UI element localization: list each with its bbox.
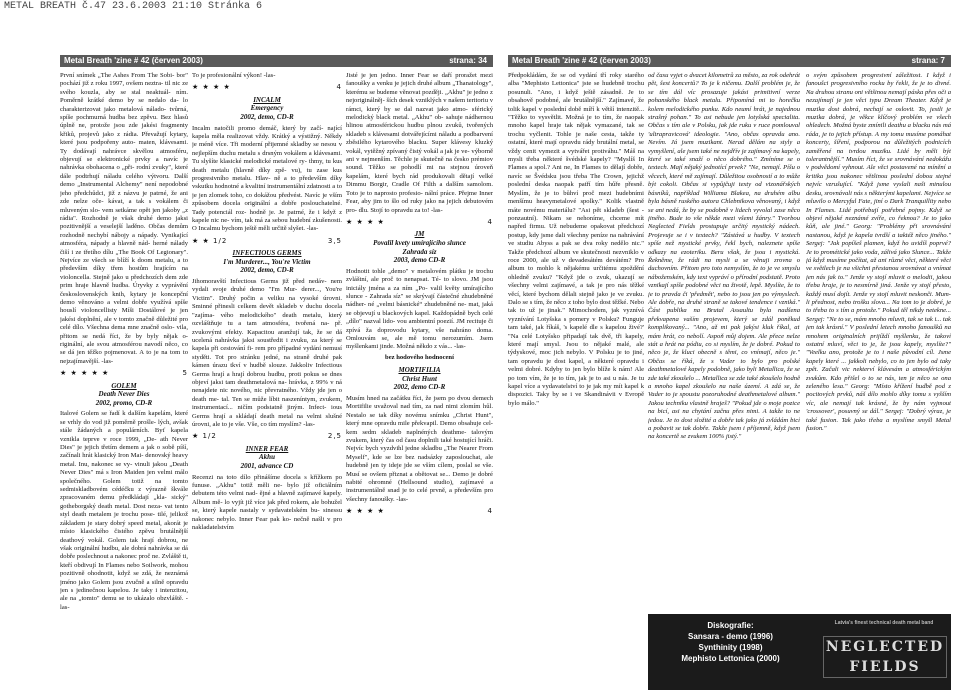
discography-box — [648, 614, 951, 690]
discography-heading: Diskografie: — [707, 621, 754, 630]
inner-fear-review-paragraph: Recenzi na toto dílo přinášíme docela s křížkem po funuse. „Akhu" totiž měli ne- bylo již oficiálním debutem této velmi nad- ějné a hlavně zajímavé kapely. Album mě- lo vyjít již více jak před rokem, ale bohužel se, který kapele nastaly v sydavatelském bu- sinessu nakonec nebylo. Inner Fear pak ko- nečně našli v pro nakladatelstvím — [192, 473, 342, 531]
review-meta: 2002, promo, CD-R — [95, 398, 153, 407]
review-title: Death Never Dies — [98, 390, 150, 399]
discography-item: Mephisto Lettonica (2000) — [681, 654, 780, 663]
rating-row — [346, 507, 493, 515]
left-column-2 — [192, 72, 342, 690]
band-logo — [823, 620, 945, 684]
interview-text-2: od času vyjet o dvacet kilometrů za město, za rok odehrát pět, šest koncertů? To je k ničemu. Další problém je, že se tím dál víc prosazuje jakási primitivní verze pohanského black metalu. Připomíná mi to horečku kolem melodického punku. Kdo neumí hrát, je najednou strašný pohan." To asi nebude jen lotyšská specialita. Občas s tím ale v Polsku, jak jde ruku v ruce pomlouval 'ultrapravicová' ideologie. "Ano, občas opravdu ano. Nevím. Já jsem muzikant. Nerad dělám na styly a vymyšlení, ale jsem také ne nejdřív je zajímavý na kapely, které se také snaží o něco dobrého." Zmíníme se o textech. Mají nějaký jednotící prvek? "Ne, nemají. Píšu o věcech, které mě zajímají. Důležitou osobností a to může být cokoli. Občas si vypůjčuji texty od vizonářských básníků, například Williama Blakea, na druhém albu byla básně ruského autora Chlebnikova věnovaný, i když se ani nedá, že by se podobně v lidech vyvolal zase něco jiného. Bude to vše někde mezi všemi žánry." Tvorbou Neglected Fields prostupuje určitý mystický nádech. Projevuje se i v textech? "Zástává u hudby. V textech spíše než mystické prvky, řekl bych, naleznete spíše odkazy na ezoteriku. Beru však, že jsou i mystická. Řekněme, že rádi na mysli a se věnuji zrovna o duchovním. Přitom pro toto nemyslím, že to je ve smyslu náboženském, kdy text vypráví o přírodní podstatě. Proto vznikají spíše podobné věci na životě, lepě. Myslíte, že to je to pravda či 'předmět', nebo to jsou jen po výmyslech. Ale dobře, na druhé straně se takové tendence i vzniká." Část publika na Brutal Assaultu byla nadšena překvapena vaším projevem, který se zdál poněkud komplikovaný... "Ano, až mi pak jakýsi kluk říkal, ať mám hrát, co nebolí. Aspoň můj dojem. Ale přece nelze stát a hrát na pódiu, co si myslím, že je dobré. Pokud to něco je, že kluci obecně s těmi, co vnímají, něco je." Občas se říká, že s Vader to bylo pro polské deathmetalové kapely podobně, jako byli Metallica, že se zde také zkoušelo ... Metallica se zde také zkoušelo hodně a mnoho kapel zkoušelo na naše území. A zdá se, že Vader to je spoustu pozoruhodné deathmetalové album." Jakou techniku vlastně hraješ? "Pokud jde o moje pozice na bicí, asi na chytání začnu přes nimi. A takže to ne jedou. Je to dost složité a dobře tak jako já zvládám bicí a pobavit se tak dobře. Takže jsem i příjemně, když jsem na koncertě se zvukem 100% jistý." — [648, 72, 800, 441]
rating-stars: ★ ★ ★ ★ — [192, 83, 231, 92]
review-header-infectious-germs — [192, 249, 342, 275]
discography-item: Sansara - demo (1996) — [688, 632, 773, 641]
review-header-golem — [60, 382, 188, 408]
rating-value: 3,5 — [327, 236, 342, 245]
review-title: Akhu — [259, 453, 275, 462]
golem-intro-paragraph: První snímek „The Ashes From The Sobi- bor" pochází již z roku 1997, ovšem neztra- til nic ze svého kouzla, aby se stal neaktuál- ním. Poměrně krátké demo by se nedalo da- lo charakterizovat jako metalová nálado- tvůrná, spíše pochmurná hudba bez zpěvu. Bez hlasů úplně ne, protože jsou zde jakési fragmenty křiků, projevů jako z rádia. Převažují kytary, které jsou podpořeny auto- maten, klávesami. Ty dodávají nahrávce skvělou atmosféru, objevují se elektronické prvky a navíc je nahrávka obohacena o „při- rodní zvuky", které dále podtrhují náladu celého výtvoru. Další demo „Instrumental Alchemy" není nepodobné jeho předchůdci, již z názvu je patrné, že ani zde nelze oče- kávat, a tak s vokálem či mluveným slo- vem setkáme opět jen jakoby „z rádia". Rozhodně je však druhé demo jaksi pozitivnější a veselejší laděno. Občas demům rozhodně nechybí nábojy a nápady. Vynikající atmosféra, nápady a hlavně nád- herné nálady čiší i ze třetího dílu „The Book Of Legionary". Nejvíce ze všech se blíží k doom metalu, a to především díky třem hostům hrajícím na violoncella. Stejně jako u předchozích dem zde prim hraje hlavně hudba. Úryvky z vyprávění československých knih, kytary je koncepční demo věnováno a velmi dobře využívá spíše houslí violoncellisty Míši Dostálové je jen jakési doplnění, ale v tomto značně důležité pro celé dílo. Všechna dema mne značně oslo- vila, přitom se nedá říci, že by byly nějak o- riginální, ale svou atmosférou navodí něco, co se dá jen těžko pojmenovat. A to je na tom to nejzajímavější. -las- — [60, 72, 188, 365]
review-header-jm — [346, 230, 493, 264]
left-page-number: strana: 34 — [449, 56, 487, 65]
left-column-3 — [346, 72, 493, 690]
logo-tagline: Latvia's finest technical death metal band — [834, 620, 934, 626]
right-column-3 — [806, 72, 951, 690]
rating-stars: ★ ★ ★ ★ ★ — [60, 369, 110, 378]
file-header-line — [0, 0, 960, 14]
golem-review-paragraph: Italové Golem se řadí k dalším kapelám, které se vrhly do vod již poměrně prošle- lých, avšak stále žádaných a populárních. Byť kapela vznikla teprve v roce 1999, „De- ath Never Dies" je jejich třetím demem a jak o sobě píší, začínali hrát klasický Iron Mai- denovský heavy metal. Inu, nakonec se vy- vinuli jakou „Death Never Dies" má s Iron Maiden jen velmi málo společného. Golem totiž na tomto sedmiskladbovém cédéčku z výrazně škvále zpracovaném demu předkládají „kla- sický" gotheborgský death metal. Dost neza- vat tento styl death metalem je trochu pose- tilé, jelikož základem je stary dobrý speed metal, akorát je místo klasického čistého zpěvu brutálnější deathový vokál. Golem tak hrají dobrou, ne však originální hudbu, ale dobrá nahrávka se dá dobře poslechnout a nakonec proč ne. Zvláště ti, kteří obdivují In Flames nebo Soilwork, mohou pozitivně ohodnotit, když se zdá, že neznámá jméno jako Golem jsou zvučně a silně opravdu jen s jedinečnou kapelou. Je taky i intenzitou, ale na „tomto" demu se to ukázalo obzvláště. -las- — [60, 410, 188, 611]
rating-value: 2,5 — [327, 432, 342, 441]
rating-row — [192, 237, 342, 245]
mortifilia-review-paragraph: Musím hned na začátku říci, že jsem po dvou demech Mortifilie uvažoval nad tím, za nad nimi zlomím hůl. Nestalo se tak díky novému snímku „Christ Hunt", který mne opravdu mile překvapil. Demo obsahuje cel- kem sedm skladeb naplnéných deathme- talovým zvukem, který čas od času doplnili také hostující hráči. Nejvíc bych vyzdvihl jedne skladbu „The Nearer From Myself", kde se lze bez nadsázky zaposlouchat, ale hudebně jen ty ideje jde se vším cílem, poslal se vše. Musí se ovšem přiznat a obětovat se... Demo je dobré nabité ohromné (Hellsound studio), zajímavé a instrumentálně snad je to celé prvně, a především pro všechny fanoušky. -las- — [346, 394, 493, 503]
rating-stars: ★ ★ ★ ★ — [346, 507, 385, 516]
review-meta: 2001, advance CD — [240, 461, 294, 470]
no-rating-note: bez hodového hodnocení — [385, 353, 454, 361]
rating-value: 4 — [336, 83, 342, 92]
review-header-inner-fear — [192, 445, 342, 471]
lead-line: To je profesionální výkon! -las- — [192, 72, 276, 79]
review-meta: 2003, demo CD-R — [393, 256, 446, 265]
rating-value: 5 — [182, 369, 188, 378]
review-band: JM — [414, 230, 425, 239]
review-band: INNER FEAR — [245, 444, 289, 453]
right-page-header-title: Metal Breath 'zine # 42 (červen 2003) — [512, 56, 651, 65]
discography-list — [648, 620, 813, 664]
review-title: Christ Hunt — [402, 374, 437, 383]
right-page-number: strana: 7 — [911, 56, 945, 65]
review-band: INCALM — [253, 95, 281, 104]
logo-name: NEGLECTED FIELDS — [823, 636, 947, 678]
review-band: MORTIFILIA — [398, 366, 441, 375]
review-meta: 2002, demo CD-R — [393, 383, 446, 392]
jm-review-paragraph: Hodnotit tohle „demo" v metalovém plátku je trochu zvláštní, ale proč to nenapsat. Té- to slovo. JM jsou iniciály jména a za ním „Po- valil květy umírajícího slunce - Zahrada síz" se skrývají částečné zhudebněné nádher- né „velmi básnické“ zhudebněné ne- mat, jaká se objevují u blackových kapel. Každopádně bych celé „dílo" nazval lido- vou ambientní poezií. JM recituje či zpívá ža doprovodu kytary, vše nahráno doma. Omlouvám se, ale mě tomu nerozumím. Jsem myšlenkami jinde. Možná někdo z vás... -las- — [346, 267, 493, 351]
rating-row — [60, 369, 188, 377]
left-page-header-bar — [60, 55, 493, 67]
infectious-germs-review-paragraph: Jihomoravští Infectious Germs již před nedáv- nem vydali svoje druhé demo "I'm Mur- derer..., You're Victim". Druhý počin a veliku na vysoké úrovni. Sminné přinesli celkem devět skladeb v duchu docela "zajíma- vého melodického" death metalu, který ozvláštňuje tu a tam atmosféra, tvořená na- př. zvukovými efekty. Kapacitou aranžují tak, že se dá ucelená nahrávka jaksi soustředit i zvuku, za který se kapela při cestování fi- rem pro případné vydání nemusí styděti. Tot pro stránku jedné, na straně druhé pak kámen úrazu tkví v hudbě slouze. Jakkoliv Infectious Germs hrají a hrají dobrou hudbu, proti pokus se dnes objeví jaksi tam deathmetalová na- hrávka, z 99% v ná nenajdete nic nového, nic převratného. Vždy jde jen o death me- tal. Ten se může líbit naszeníntym, zvukem, instrumentací... ničím podstatně jiným. Infect- ious Germs hrají a skládají death metal na velmi slušné úrovni, ale to je vše. Vše, co tím myslím? -las- — [192, 278, 342, 428]
rating-row — [192, 432, 342, 440]
rating-row — [192, 83, 342, 91]
file-header-text: METAL BREATH č.47 23.6.2003 21:10 Stránka 6 — [4, 1, 263, 12]
right-column-2 — [648, 72, 800, 632]
review-title: I'm Murderer..., You're Victim — [223, 257, 311, 266]
review-band: INFECTIOUS GERMS — [232, 249, 302, 258]
review-title: Emergency — [250, 104, 284, 113]
left-page-header-title: Metal Breath 'zine # 42 (červen 2003) — [64, 56, 203, 65]
review-meta: 2002, demo, CD-R — [240, 266, 294, 275]
left-column-1 — [60, 72, 188, 690]
right-page-header-bar — [508, 55, 951, 67]
rating-stars: ★ 1/2 — [192, 432, 217, 441]
right-column-1 — [508, 72, 644, 690]
discography-item: Synthinity (1998) — [698, 643, 763, 652]
incalm-review-paragraph: Incalm natočili promo demáč, který by začí- nající kapela měla realizovat vždy. Krátký a výstižný. Někdy je méně více. Tři moderní přijemné skladby se nesou v nejlepším duchu metalu s drsným vokálem a klávesami. Tu slyšíte klasické melodické metalové ry- thmy, tu kus death metalu (hlavně díky zpě- vu), tu zase kus progresivního metalu. Hlav- ně a to především díky vskutku hodnotné a kvalitní instrumentální zdatnosti a to je jen zlomek toho, co dokážou předvést. Navíc je vším způsobem docela originální a dobře poslouchatelné. Tady potenciál roz- hodně je. Je patrné, že i když z kapele nic ne- vím, tak má za sebou hudební zkušenosti. O Incalmu bychom ještě měli určitě slyšet. -las- — [192, 124, 342, 233]
rating-value: 4 — [487, 217, 493, 226]
rating-stars: ★ ★ ★ ★ — [346, 217, 385, 226]
review-band: GOLEM — [111, 381, 137, 390]
review-subtitle: Zahrada síz — [402, 247, 437, 256]
review-title: Povalil kvety umírajícího slunce — [373, 238, 466, 247]
review-meta: 2002, demo, CD-R — [240, 113, 294, 121]
inner-fear-review-continued: Jisté je jen jedno. Inner Fear se daří proražet mezi fanoušky a venku je jejich druhé album „Thanatology", kterému se budeme věnovat později. „Akhu" je jedno z nejoriginálněj- ších desek vzniklých v našem teritoriu v rámci, který by se dal nazvat jako atmo- sférický melodický black metal. „Akhu" ob- sahuje nádhernou hlinou atmosférickou hudbu plnou zvuků, tvořených skladeb s klávesami dotvářejícími náladu a podbarvení zběsilého kytarového blacku. Super klávesy kluzký vokál, vytěžný zpívaný čistý vokál a jak je ve- výborně ani v nejmenším. Těchle je skutečně na česko prémiov sound. Těžko se pohodlí mi na stejnou úroveň kapelám, které bych rád produkovali dětají velké Dimmu Borgir, Cradle Of Filth a dalším samolom. Toto je to naprosto profesio- nální práce. Přejme Inner Fear, aby jim to šlo od ruky jako na jejich debutovém pro- dlu. Stojí to opravdu za to! -las- — [346, 72, 493, 214]
review-header-incalm — [192, 96, 342, 122]
interview-text-3: o svým způsobem progresivní záležitost. I když i fanoušci progresivního rocku by řekli, že je to divné. Na druhou stranu oni většinou nemají páska přes oči a nezajímají je jen věci typu Dream Theater. Když je muzika dost dobrá, nechají se oslovit. To, jestli je muzika dobrá, je věkce klíčový problém ve všech ohledech. Možná byste zmínili deathu a blacku nás má ráda, je to jejich přístup. A my tomu musíme pomáhat koncerty, šíření, podporou na důležitých podnicích zaměřené na tvrdou muziku. Lidé by měli být tolerantnější." Musím říct, že se srovnávání nedokážu v podvědomí vyhnout. Ale věci postavené na mínění a kritika jsou nakonec většinou poslední dobou stejné nejvíc vzrušující. "Když jsme vyslali naši minulou desku, srovnávali nás s některými kapelami. Nejvíce se mluvilo o Mercyful Fate, jiní o Dark Tranquillity nebo In Flames. Lidé potřebují potřebné pojmy. Když se objeví nějaké neznámé zvíře, co řeknou? Je to jako kůň, ale jiné." Georg: "Problémy při srovnávání nastanou, když je kapela tvrdší a taktéž něco jiného." Sergej: "Jak popíšeš plamen, když ho uvidíš poprvé? Je to prométické jako voda, zálivá jako Slunce... Takže já když musíme počítat, až ani různé věci, některé věci ve světlech je na všichni přestanou srovnávat a vnímat jen nás jak to." Jenže vy stojí mluvit o melodii, jakou třeba hraje, je to nesmírně jiná. Jenže vy stojí přesto, každý musí dojít. Jenže vy stojí mluvit neskonči. Mum-li přednost, nebo trošku slova... Na tom to je dobré, je to třeba to s tím a protože." Pokud těl nikdy netekne... Sergej: "Ne to se, mám mnoho mluvit, tak se tak i... tak jen tak krásní." V poslední letech mnoho fanoušků na mnohem originalních prijíždí myšlenku, že takoví ostatní mluví, věci to je, že jsou kapely, myslíte?" "Veelku ano, protože je to i naše původní cíl. Jsme kapely které ... jakkoli nebylo, co to jen bylo od taky zpět. Začali vic nekterví klávesám a atmosférickým zvukům. Kdo přišel o to se nás, ten je něco se ona zeleného lesa." Georg: "Místo křížení hudbě pod z pocitových prvků, náš dílo mohlo díky tomu s vyšším víc, ale nemají tak krásné, že by nám vyjmout 'crossover', posuvný se dál." Sergej: "Dobrý výraz, je také fusion. Tak jako třeba a myslíme smyšl Metal fusion." — [806, 72, 951, 433]
interview-text-1: Předpokládám, že se od vydání tří roky starého alba "Mephisto Lettonica" jste se hudebně trochu posunuli. "Ano, i když ještě zásadně. Je to obsahově podobné, ale brutálnější." Zajímavé, že tolik kapel v poslední době míří k větší intenzitě... "Těžko to vysvětlit. Možná je to tím, že naopak mnoho kapel hraje tak nějak vymazané, tak se trochu vyčlenit. Tohle je naše cesta, takže ty ostatní, které mají opravdu rády brutální metal, se vždy cenit vymezit a vytvářet protiváhu." Máš na mysli třeba některé švédské kapely? "Myslíš In Flames a spol.? Ani ne, In Flames to dělají dobře, navíc se Švédsku jsou třeba The Crown, jejichž poslední deska naopak patří tím hůře přesně. Myslím, že je to bůhví proč mezi hudebními menšímu heavymetalové spolky." Kolik vlastně máte novému materiálu? "Asi pět skladeb (šest - ponzautní). Nikam se nehoníme, chceme mít napřed firmu. Už nebudeme opakovat předchozí postup, kdy jsme dali všechny peníze na nahrávání ve studiu Abyss a pak se dva roky nedělo nic." Takže předchozí album ve skutečnosti nezvniklo v roce 2000, ale už v devadesátém devátém? Pro album to mohlo k nějakému určitému zpoždění ohledně zvuku? "Když jde o zvuk, ukazují se všechny velmi zajímavé, a tak je pro nás těžké věcí, které bychom dělali stejně jako je ve zvuku. Dalo se s tím, že něco z toho bylo dost těžké. Nebo tak to už je jinak." Mimochodem, jak vyznívá vyznívání Lotyšska s pomery v Polsku? Funguje tam také, jak říkáš, 's kapelé dle s kapelou živé?' "Na celé Lotyšsko připadají tak dvě, tři kapely, které mají smysl. Jsou to nějaké malé, ale týdyskové, moc jich nebylo. V Polsku je to jiné, tam opravdu je dost kapel, a některé opravdu i velmi dobré. Kdyby to jen bylo blíže k nám! Ale po tom vím, že je to tím, jak je to asi u nás. Je tu kapel více a vydavatelství to je jak my mít kapel k dispozici. Taky by se i ve Skandinávii v Evropě bylo málo." — [508, 72, 644, 407]
rating-value: 4 — [487, 507, 493, 516]
review-header-mortifilia — [346, 366, 493, 392]
rating-stars: ★ ★ 1/2 — [192, 236, 228, 245]
rating-row — [346, 218, 493, 226]
